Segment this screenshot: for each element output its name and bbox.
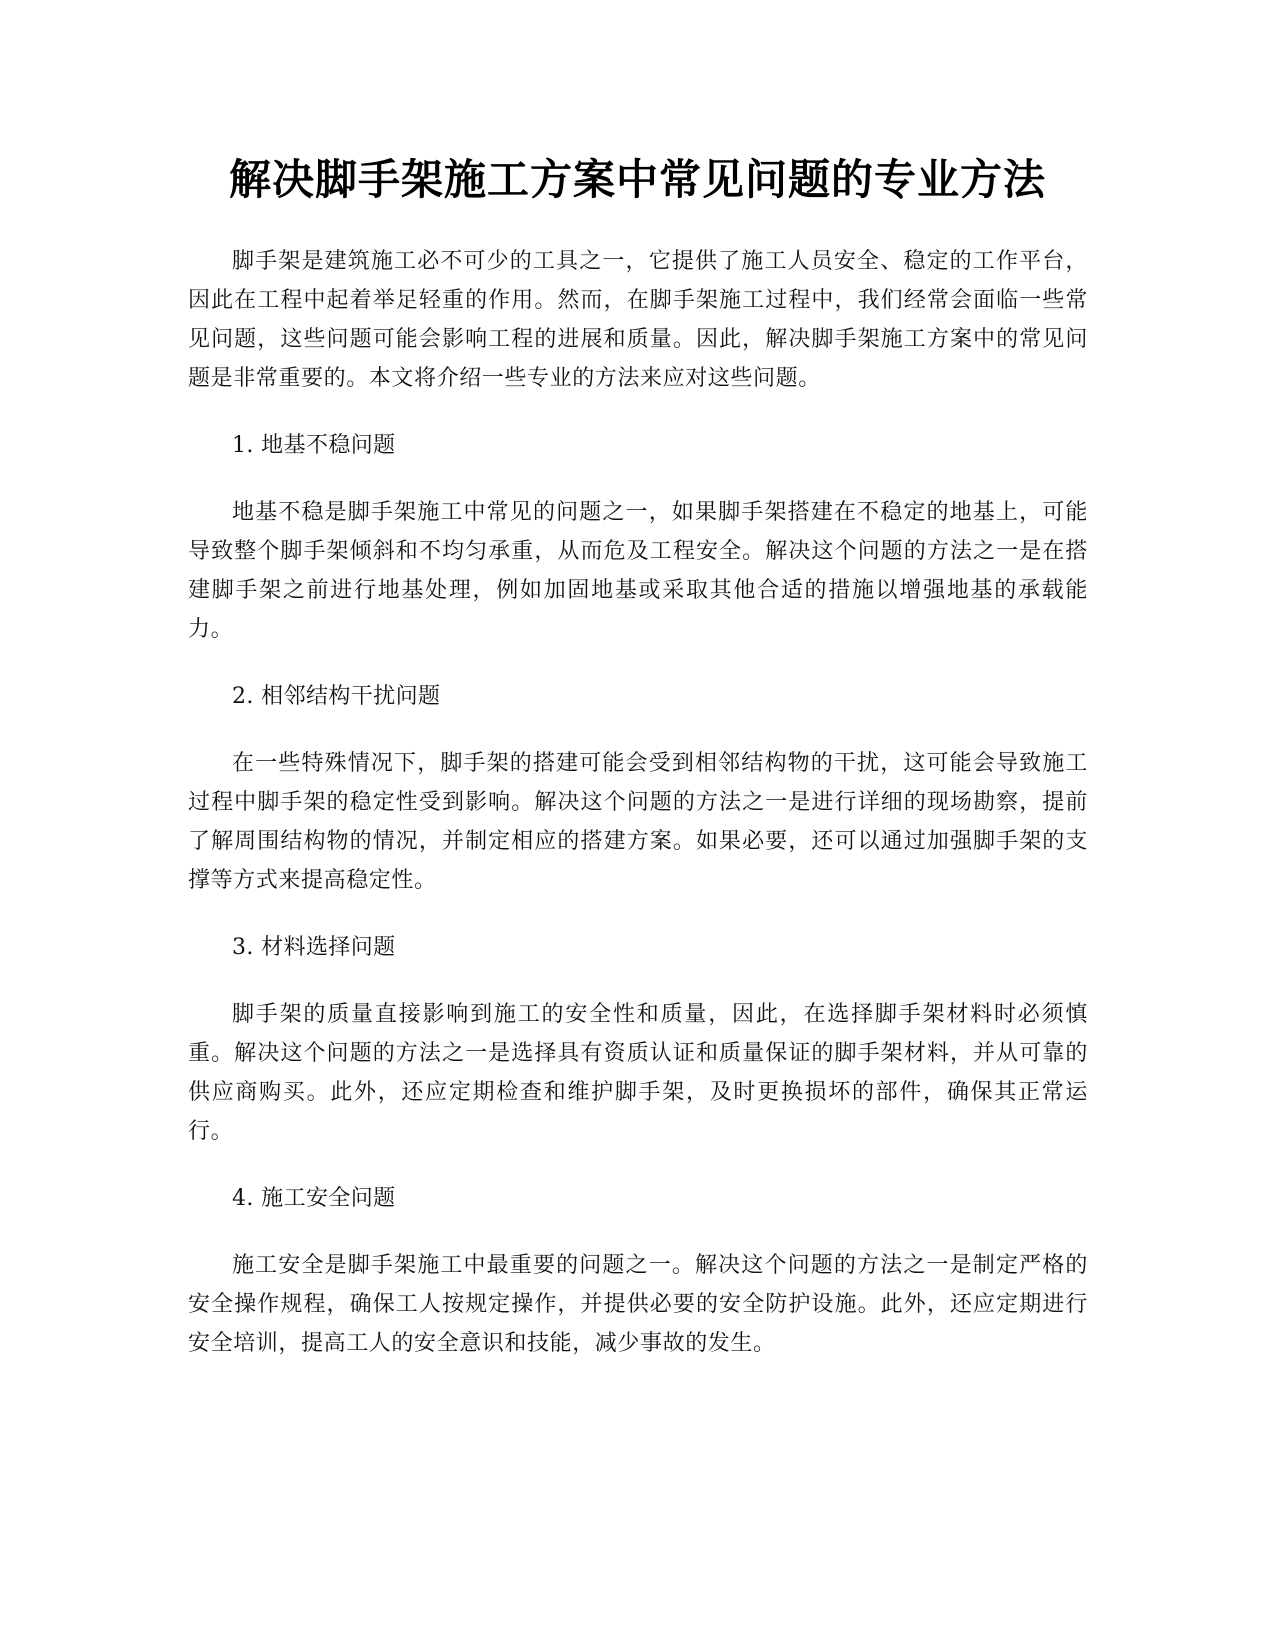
section-heading-2: 2. 相邻结构干扰问题 [232,684,441,709]
section-heading-3: 3. 材料选择问题 [232,935,396,960]
section-heading-1: 1. 地基不稳问题 [232,433,396,458]
document-body [188,242,1088,1391]
section-heading-4: 4. 施工安全问题 [232,1186,396,1211]
intro-paragraph: 脚手架是建筑施工必不可少的工具之一，它提供了施工人员安全、稳定的工作平台，因此在工程中起着举足轻重的作用。然而，在脚手架施工过程中，我们经常会面临一些常见问题，这些问题可能会影响工程的进展和质量。因此，解决脚手架施工方案中的常见问题是非常重要的。本文将介绍一些专业的方法来应对这些问题。 [188,249,1088,391]
section-body-2: 在一些特殊情况下，脚手架的搭建可能会受到相邻结构物的干扰，这可能会导致施工过程中脚手架的稳定性受到影响。解决这个问题的方法之一是进行详细的现场勘察，提前了解周围结构物的情况，并制定相应的搭建方案。如果必要，还可以通过加强脚手架的支撑等方式来提高稳定性。 [188,751,1088,893]
section-body-3: 脚手架的质量直接影响到施工的安全性和质量，因此，在选择脚手架材料时必须慎重。解决这个问题的方法之一是选择具有资质认证和质量保证的脚手架材料，并从可靠的供应商购买。此外，还应定期检查和维护脚手架，及时更换损坏的部件，确保其正常运行。 [188,1002,1088,1144]
section-body-1: 地基不稳是脚手架施工中常见的问题之一，如果脚手架搭建在不稳定的地基上，可能导致整个脚手架倾斜和不均匀承重，从而危及工程安全。解决这个问题的方法之一是在搭建脚手架之前进行地基处理，例如加固地基或采取其他合适的措施以增强地基的承载能力。 [188,500,1088,642]
document-title: 解决脚手架施工方案中常见问题的专业方法 [228,155,1046,204]
section-body-4: 施工安全是脚手架施工中最重要的问题之一。解决这个问题的方法之一是制定严格的安全操作规程，确保工人按规定操作，并提供必要的安全防护设施。此外，还应定期进行安全培训，提高工人的安全意识和技能，减少事故的发生。 [188,1253,1088,1356]
